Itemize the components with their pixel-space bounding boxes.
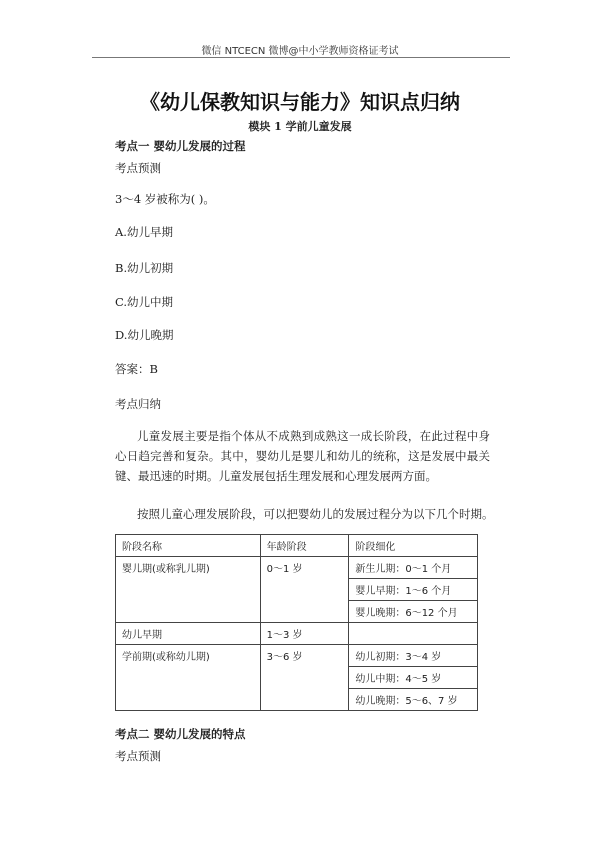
table-header-cell: 年龄阶段 [260, 535, 349, 557]
development-stage-table [115, 534, 478, 711]
section2-heading: 考点二 婴幼儿发展的特点 [115, 727, 246, 741]
stage-name-cell: 幼儿早期 [116, 623, 261, 645]
table-header-cell: 阶段名称 [116, 535, 261, 557]
table-intro: 按照儿童心理发展阶段，可以把婴幼儿的发展过程分为以下几个时期。 [137, 507, 494, 521]
section2-predict-label: 考点预测 [115, 749, 161, 763]
stage-age-cell: 1～3 岁 [260, 623, 349, 645]
option-b: B.幼儿初期 [115, 261, 174, 275]
page-header: 微信 NTCECN 微博@中小学教师资格证考试 [201, 46, 399, 57]
stage-detail-cell: 幼儿初期：3～4 岁 [349, 645, 478, 667]
section1-summary-label: 考点归纳 [115, 397, 161, 411]
answer-text: 答案：B [115, 362, 158, 376]
stage-age-cell: 0～1 岁 [260, 557, 349, 623]
option-c: C.幼儿中期 [115, 295, 174, 309]
section1-predict-label: 考点预测 [115, 161, 161, 175]
stage-name-cell: 婴儿期(或称乳儿期) [116, 557, 261, 623]
option-a: A.幼儿早期 [115, 225, 173, 239]
question-text: 3～4 岁被称为( )。 [115, 192, 215, 206]
table-row [116, 557, 478, 579]
module-subtitle: 模块 1 学前儿童发展 [248, 120, 352, 133]
stage-age-cell: 3～6 岁 [260, 645, 349, 711]
stage-name-cell: 学前期(或称幼儿期) [116, 645, 261, 711]
stage-detail-cell: 新生儿期：0～1 个月 [349, 557, 478, 579]
document-title: 《幼儿保教知识与能力》知识点归纳 [140, 90, 460, 114]
table-header-row [116, 535, 478, 557]
stage-detail-cell: 幼儿中期：4～5 岁 [349, 667, 478, 689]
table-row [116, 623, 478, 645]
header-divider [92, 57, 510, 58]
option-d: D.幼儿晚期 [115, 328, 174, 342]
table-header-cell: 阶段细化 [349, 535, 478, 557]
stage-detail-cell: 婴儿晚期：6～12 个月 [349, 601, 478, 623]
stage-detail-cell-empty [349, 623, 478, 645]
table-row [116, 645, 478, 667]
stage-detail-cell: 婴儿早期：1～6 个月 [349, 579, 478, 601]
stage-detail-cell: 幼儿晚期：5～6、7 岁 [349, 689, 478, 711]
development-paragraph: 儿童发展主要是指个体从不成熟到成熟这一成长阶段，在此过程中身心日趋完善和复杂。其中，婴幼儿是婴儿和幼儿的统称，这是发展中最关键、最迅速的时期。儿童发展包括生理发展和心理发展两方面。 [115, 429, 490, 483]
section1-heading: 考点一 婴幼儿发展的过程 [115, 139, 246, 153]
